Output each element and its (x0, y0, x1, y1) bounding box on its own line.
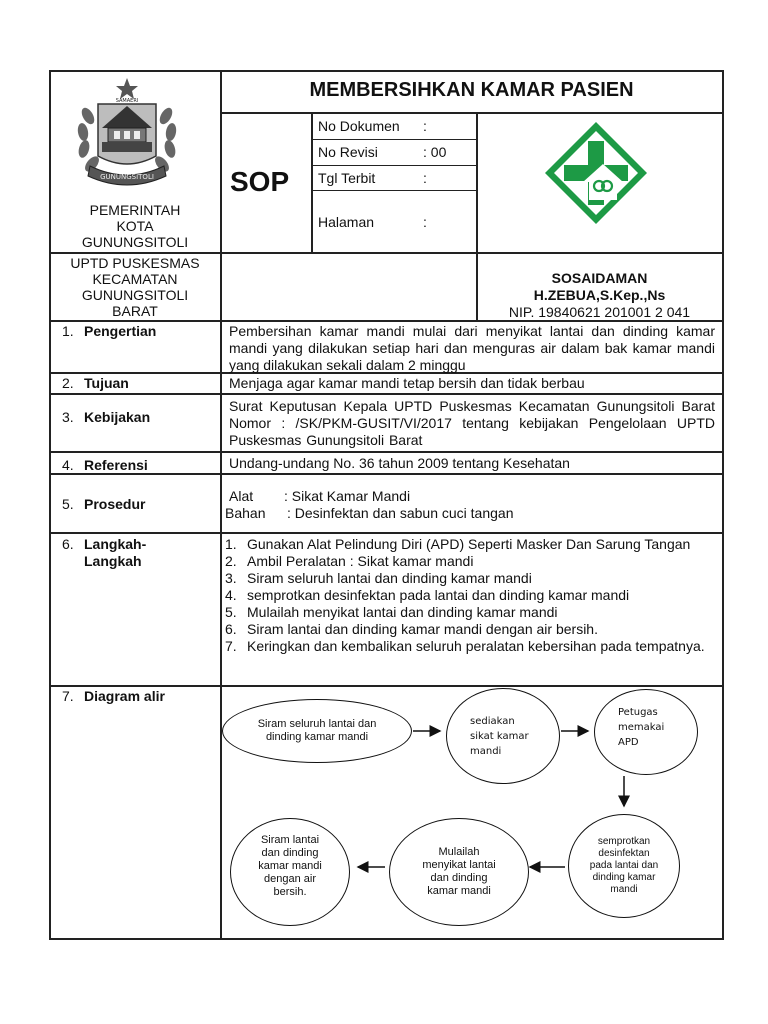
flow-node-siram-seluruh: Siram seluruh lantai dan dinding kamar mandi (222, 699, 412, 763)
step-text: Mulailah menyikat lantai dan dinding kamar mandi (247, 604, 558, 620)
flow-node-siram-lantai: Siram lantai dan dinding kamar mandi dengan air bersih. (230, 818, 350, 926)
step-text: Gunakan Alat Pelindung Diri (APD) Seperti Masker Dan Sarung Tangan (247, 536, 691, 552)
field-halaman-label: Halaman (318, 214, 375, 230)
step-number: 4. (225, 587, 237, 603)
step-text: Ambil Peralatan : Sikat kamar mandi (247, 553, 474, 569)
tujuan-text: Menjaga agar kamar mandi tetap bersih dan tidak berbau (229, 375, 585, 391)
flow-node-mulailah: Mulailah menyikat lantai dan dinding kamar mandi (389, 818, 529, 926)
uptd-name: UPTD PUSKESMAS KECAMATAN GUNUNGSITOLI BARAT (70, 255, 200, 319)
label-diagram-alir: Diagram alir (84, 688, 165, 704)
sop-label: SOP (230, 166, 290, 197)
government-name: PEMERINTAH KOTA GUNUNGSITOLI (81, 202, 189, 250)
field-halaman-sep: : (423, 214, 427, 230)
step-number: 3. (225, 570, 237, 586)
field-tgl-terbit-sep: : (423, 170, 427, 186)
field-no-revisi-label: No Revisi (318, 144, 378, 160)
label-tujuan: Tujuan (84, 375, 129, 391)
label-pengertian: Pengertian (84, 323, 157, 339)
step-text: semprotkan desinfektan pada lantai dan dinding kamar mandi (247, 587, 630, 603)
signer-name-2: H.ZEBUA,S.Kep.,Ns (533, 287, 666, 303)
field-tgl-terbit-label: Tgl Terbit (318, 170, 376, 186)
emblem-top-text: SAMAERI (115, 98, 139, 104)
label-langkah: Langkah- Langkah (84, 536, 147, 569)
field-no-dokumen-sep: : (423, 118, 427, 134)
step-text: Siram lantai dan dinding kamar mandi dengan air bersih. (247, 621, 598, 637)
flow-node-sediakan-sikat: sediakan sikat kamar mandi (446, 688, 560, 784)
step-number: 1. (225, 536, 237, 552)
step-number: 7. (225, 638, 237, 654)
step-number: 5. (225, 604, 237, 620)
kebijakan-text: Surat Keputusan Kepala UPTD Puskesmas Kecamatan Gunungsitoli Barat Nomor : /SK/PKM-GUSIT/VI/2017 tentang kebijakan Pengelolaan UPTD Puskesmas Gunungsitoli Barat (229, 398, 715, 448)
step-text: Keringkan dan kembalikan seluruh peralatan kebersihan pada tempatnya. (247, 638, 705, 654)
referensi-text: Undang-undang No. 36 tahun 2009 tentang Kesehatan (229, 455, 570, 471)
field-no-dokumen-label: No Dokumen (318, 118, 400, 134)
document-title: MEMBERSIHKAN KAMAR PASIEN (309, 79, 634, 101)
step-number: 6. (225, 621, 237, 637)
label-referensi: Referensi (84, 457, 148, 473)
step-text: Siram seluruh lantai dan dinding kamar mandi (247, 570, 532, 586)
step-number: 2. (225, 553, 237, 569)
signer-name-1: SOSAIDAMAN (551, 270, 648, 286)
prosedur-bahan: : Desinfektan dan sabun cuci tangan (287, 505, 514, 521)
emblem-banner-text: GUNUNGSITOLI (100, 173, 154, 181)
signer-nip: NIP. 19840621 201001 2 041 (508, 304, 691, 320)
prosedur-alat: : Sikat Kamar Mandi (284, 488, 411, 504)
field-no-revisi-value: : 00 (423, 144, 447, 160)
flow-node-semprotkan: semprotkan desinfektan pada lantai dan dinding kamar mandi (568, 814, 680, 918)
label-kebijakan: Kebijakan (84, 409, 151, 425)
pengertian-text: Pembersihan kamar mandi mulai dari menyikat lantai dan dinding kamar mandi yang dilakukan setiap hari dan menguras air dalam bak kamar mandi yang dilakukan sekali dalam 2 minggu (229, 323, 715, 373)
label-prosedur: Prosedur (84, 496, 146, 512)
flow-node-petugas-apd: Petugas memakai APD (594, 689, 698, 775)
